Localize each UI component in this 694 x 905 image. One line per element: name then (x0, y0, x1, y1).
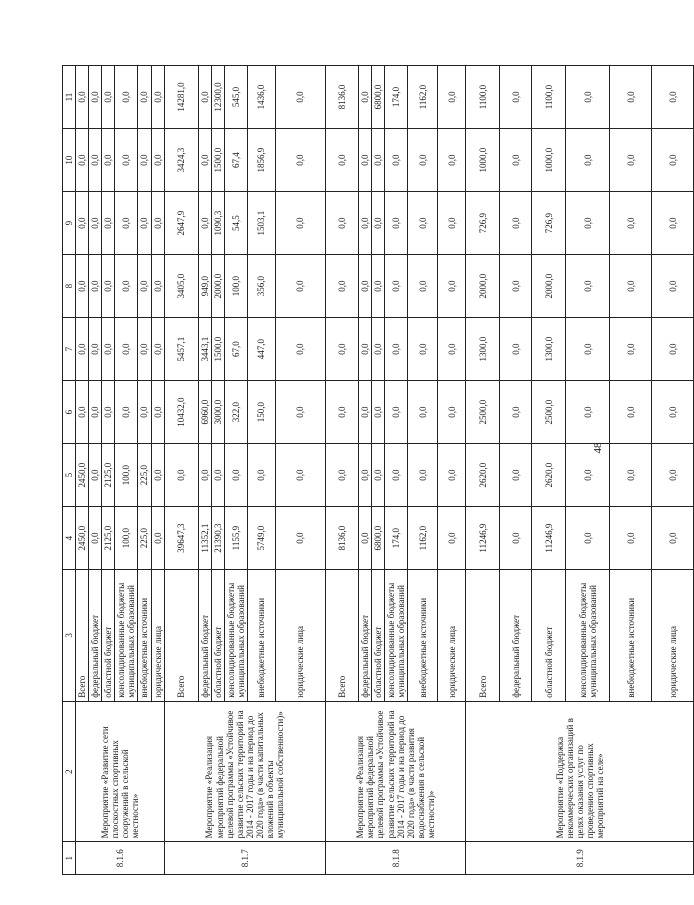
amount-cell: 0,0 (372, 129, 385, 192)
amount-cell: 0,0 (372, 192, 385, 255)
amount-cell: 0,0 (151, 129, 164, 192)
column-header: 10 (63, 129, 76, 192)
funding-source: консолидированные бюджеты муниципальных образований (385, 570, 408, 702)
amount-cell: 2000,0 (211, 255, 224, 318)
amount-cell: 1000,0 (466, 129, 500, 192)
amount-cell: 8136,0 (325, 66, 358, 129)
amount-cell: 0,0 (652, 255, 694, 318)
amount-cell: 0,0 (610, 129, 652, 192)
amount-cell: 1500,0 (211, 318, 224, 381)
amount-cell: 0,0 (151, 381, 164, 444)
amount-cell: 0,0 (372, 444, 385, 507)
amount-cell: 0,0 (358, 129, 371, 192)
amount-cell: 225,0 (138, 444, 151, 507)
amount-cell: 0,0 (385, 129, 408, 192)
amount-cell: 2125,0 (102, 444, 115, 507)
column-header: 8 (63, 255, 76, 318)
amount-cell: 0,0 (566, 192, 610, 255)
amount-cell: 0,0 (438, 129, 466, 192)
amount-cell: 0,0 (566, 66, 610, 129)
table-body (76, 66, 694, 875)
amount-cell: 0,0 (408, 192, 438, 255)
funding-source: Всего (164, 570, 198, 702)
amount-cell: 0,0 (500, 129, 532, 192)
funding-source: внебюджетные источники (138, 570, 151, 702)
amount-cell: 0,0 (652, 318, 694, 381)
amount-cell: 6800,0 (372, 507, 385, 570)
amount-cell: 0,0 (275, 192, 325, 255)
amount-cell: 150,0 (247, 381, 275, 444)
amount-cell: 0,0 (275, 318, 325, 381)
amount-cell: 0,0 (102, 255, 115, 318)
amount-cell: 8136,0 (325, 507, 358, 570)
column-header: 6 (63, 381, 76, 444)
amount-cell: 5749,0 (247, 507, 275, 570)
amount-cell: 1856,9 (247, 129, 275, 192)
funding-source: внебюджетные источники (610, 570, 652, 702)
amount-cell: 2000,0 (532, 255, 566, 318)
amount-cell: 0,0 (151, 255, 164, 318)
amount-cell: 1000,0 (532, 129, 566, 192)
amount-cell: 11246,9 (532, 507, 566, 570)
amount-cell: 0,0 (408, 381, 438, 444)
funding-source: федеральный бюджет (198, 570, 211, 702)
column-header: 2 (63, 701, 76, 842)
funding-source: федеральный бюджет (358, 570, 371, 702)
amount-cell: 0,0 (89, 66, 102, 129)
amount-cell: 0,0 (566, 318, 610, 381)
amount-cell: 0,0 (358, 381, 371, 444)
amount-cell: 0,0 (102, 381, 115, 444)
section-name: Мероприятие «Развитие сети плоскостных спортивных сооружений в сельской местности» (76, 701, 165, 842)
amount-cell: 3000,0 (211, 381, 224, 444)
amount-cell: 0,0 (385, 318, 408, 381)
amount-cell: 0,0 (198, 66, 211, 129)
amount-cell: 100,0 (224, 255, 247, 318)
amount-cell: 0,0 (89, 318, 102, 381)
amount-cell: 0,0 (358, 255, 371, 318)
amount-cell: 0,0 (385, 255, 408, 318)
amount-cell: 67,4 (224, 129, 247, 192)
amount-cell: 0,0 (138, 318, 151, 381)
amount-cell: 21390,3 (211, 507, 224, 570)
funding-source: консолидированные бюджеты муниципальных образований (115, 570, 138, 702)
amount-cell: 0,0 (76, 381, 89, 444)
amount-cell: 0,0 (198, 444, 211, 507)
amount-cell: 0,0 (500, 444, 532, 507)
amount-cell: 6800,0 (372, 66, 385, 129)
funding-source: федеральный бюджет (89, 570, 102, 702)
amount-cell: 2620,0 (532, 444, 566, 507)
amount-cell: 11352,1 (198, 507, 211, 570)
funding-source: Всего (466, 570, 500, 702)
amount-cell: 0,0 (500, 318, 532, 381)
amount-cell: 174,0 (385, 66, 408, 129)
amount-cell: 2500,0 (532, 381, 566, 444)
amount-cell: 0,0 (89, 129, 102, 192)
amount-cell: 0,0 (610, 192, 652, 255)
amount-cell: 0,0 (652, 381, 694, 444)
funding-source: юридические лица (275, 570, 325, 702)
table-row (164, 66, 198, 875)
amount-cell: 0,0 (610, 255, 652, 318)
amount-cell: 0,0 (438, 255, 466, 318)
funding-source: внебюджетные источники (247, 570, 275, 702)
funding-source: областной бюджет (211, 570, 224, 702)
amount-cell: 1162,0 (408, 66, 438, 129)
amount-cell: 0,0 (500, 192, 532, 255)
amount-cell: 0,0 (610, 507, 652, 570)
table-row (325, 66, 358, 875)
column-header: 3 (63, 570, 76, 702)
amount-cell: 0,0 (275, 129, 325, 192)
amount-cell: 0,0 (500, 507, 532, 570)
amount-cell: 0,0 (566, 444, 610, 507)
amount-cell: 0,0 (610, 381, 652, 444)
column-header: 9 (63, 192, 76, 255)
amount-cell: 2620,0 (466, 444, 500, 507)
amount-cell: 0,0 (325, 192, 358, 255)
amount-cell: 0,0 (76, 192, 89, 255)
funding-source: внебюджетные источники (408, 570, 438, 702)
column-header: 1 (63, 842, 76, 875)
amount-cell: 0,0 (115, 381, 138, 444)
amount-cell: 5457,1 (164, 318, 198, 381)
amount-cell: 447,0 (247, 318, 275, 381)
amount-cell: 0,0 (358, 507, 371, 570)
amount-cell: 1500,0 (211, 129, 224, 192)
table-row (466, 66, 500, 875)
budget-table (62, 65, 694, 875)
amount-cell: 2500,0 (466, 381, 500, 444)
amount-cell: 0,0 (610, 66, 652, 129)
amount-cell: 0,0 (138, 255, 151, 318)
amount-cell: 0,0 (610, 444, 652, 507)
amount-cell: 0,0 (247, 444, 275, 507)
amount-cell: 0,0 (198, 192, 211, 255)
amount-cell: 0,0 (385, 381, 408, 444)
amount-cell: 0,0 (358, 66, 371, 129)
amount-cell: 0,0 (151, 318, 164, 381)
amount-cell: 0,0 (385, 192, 408, 255)
page-number: 48 (592, 442, 604, 454)
amount-cell: 39647,3 (164, 507, 198, 570)
amount-cell: 0,0 (438, 507, 466, 570)
amount-cell: 0,0 (115, 318, 138, 381)
funding-source: Всего (325, 570, 358, 702)
amount-cell: 0,0 (652, 66, 694, 129)
header-row (63, 66, 76, 875)
amount-cell: 1162,0 (408, 507, 438, 570)
amount-cell: 0,0 (325, 129, 358, 192)
amount-cell: 0,0 (652, 507, 694, 570)
amount-cell: 2450,0 (76, 444, 89, 507)
amount-cell: 0,0 (89, 192, 102, 255)
funding-source: консолидированные бюджеты муниципальных образований (566, 570, 610, 702)
section-code: 8.1.8 (325, 842, 465, 875)
amount-cell: 726,9 (532, 192, 566, 255)
amount-cell: 0,0 (138, 66, 151, 129)
amount-cell: 100,0 (115, 507, 138, 570)
amount-cell: 174,0 (385, 507, 408, 570)
section-name: Мероприятие «Реализация мероприятий федеральной целевой программы «Устойчивое развитие сельских территорий на 2014 - 2017 годы и на период до 2020 года» (в части развития водоснабжения в сельской местности)» (325, 701, 465, 842)
amount-cell: 0,0 (325, 255, 358, 318)
amount-cell: 3443,1 (198, 318, 211, 381)
amount-cell: 1100,0 (532, 66, 566, 129)
amount-cell: 12300,0 (211, 66, 224, 129)
amount-cell: 1155,9 (224, 507, 247, 570)
amount-cell: 2647,9 (164, 192, 198, 255)
amount-cell: 3424,3 (164, 129, 198, 192)
amount-cell: 0,0 (151, 192, 164, 255)
amount-cell: 0,0 (325, 381, 358, 444)
amount-cell: 0,0 (102, 66, 115, 129)
amount-cell: 0,0 (102, 192, 115, 255)
amount-cell: 2125,0 (102, 507, 115, 570)
amount-cell: 0,0 (115, 192, 138, 255)
amount-cell: 0,0 (76, 318, 89, 381)
amount-cell: 0,0 (151, 444, 164, 507)
funding-source: областной бюджет (532, 570, 566, 702)
amount-cell: 0,0 (652, 192, 694, 255)
amount-cell: 0,0 (438, 192, 466, 255)
section-code: 8.1.7 (164, 842, 325, 875)
amount-cell: 0,0 (408, 318, 438, 381)
amount-cell: 0,0 (358, 192, 371, 255)
amount-cell: 67,0 (224, 318, 247, 381)
amount-cell: 545,0 (224, 66, 247, 129)
section-code: 8.1.6 (76, 842, 165, 875)
amount-cell: 1436,0 (247, 66, 275, 129)
section-name: Мероприятие «Поддержка некоммерческих организаций в целях оказания услуг по проведению спортивных мероприятий на селе» (466, 701, 694, 842)
amount-cell: 11246,9 (466, 507, 500, 570)
amount-cell: 1090,3 (211, 192, 224, 255)
amount-cell: 0,0 (652, 129, 694, 192)
amount-cell: 2000,0 (466, 255, 500, 318)
amount-cell: 0,0 (500, 381, 532, 444)
funding-source: областной бюджет (102, 570, 115, 702)
funding-source: юридические лица (438, 570, 466, 702)
amount-cell: 0,0 (275, 255, 325, 318)
amount-cell: 0,0 (76, 129, 89, 192)
amount-cell: 0,0 (438, 444, 466, 507)
amount-cell: 0,0 (408, 255, 438, 318)
funding-source: Всего (76, 570, 89, 702)
amount-cell: 0,0 (102, 318, 115, 381)
amount-cell: 0,0 (610, 318, 652, 381)
amount-cell: 0,0 (566, 507, 610, 570)
amount-cell: 0,0 (438, 66, 466, 129)
amount-cell: 1300,0 (532, 318, 566, 381)
amount-cell: 10432,0 (164, 381, 198, 444)
column-header: 5 (63, 444, 76, 507)
amount-cell: 0,0 (76, 255, 89, 318)
amount-cell: 726,9 (466, 192, 500, 255)
amount-cell: 1300,0 (466, 318, 500, 381)
amount-cell: 356,0 (247, 255, 275, 318)
section-name: Мероприятие «Реализация мероприятий федеральной целевой программы «Устойчивое развитие сельских территорий на 2014 - 2017 годы и на период до 2020 года» (в части капитальных вложений в объекты муниципальной собственности)» (164, 701, 325, 842)
amount-cell: 0,0 (76, 66, 89, 129)
amount-cell: 0,0 (325, 444, 358, 507)
amount-cell: 54,5 (224, 192, 247, 255)
amount-cell: 0,0 (115, 129, 138, 192)
amount-cell: 0,0 (89, 255, 102, 318)
amount-cell: 0,0 (566, 255, 610, 318)
column-header: 11 (63, 66, 76, 129)
funding-source: федеральный бюджет (500, 570, 532, 702)
amount-cell: 0,0 (358, 318, 371, 381)
amount-cell: 0,0 (138, 381, 151, 444)
amount-cell: 2450,0 (76, 507, 89, 570)
amount-cell: 0,0 (275, 381, 325, 444)
amount-cell: 0,0 (372, 381, 385, 444)
amount-cell: 0,0 (224, 444, 247, 507)
amount-cell: 949,0 (198, 255, 211, 318)
amount-cell: 0,0 (372, 255, 385, 318)
funding-source: областной бюджет (372, 570, 385, 702)
funding-source: юридические лица (151, 570, 164, 702)
amount-cell: 14281,0 (164, 66, 198, 129)
amount-cell: 322,0 (224, 381, 247, 444)
amount-cell: 0,0 (211, 444, 224, 507)
amount-cell: 0,0 (102, 129, 115, 192)
amount-cell: 0,0 (500, 66, 532, 129)
amount-cell: 0,0 (89, 444, 102, 507)
amount-cell: 0,0 (138, 129, 151, 192)
funding-source: консолидированные бюджеты муниципальных образований (224, 570, 247, 702)
column-header: 7 (63, 318, 76, 381)
amount-cell: 0,0 (438, 318, 466, 381)
section-code: 8.1.9 (466, 842, 694, 875)
amount-cell: 0,0 (325, 318, 358, 381)
amount-cell: 0,0 (89, 507, 102, 570)
amount-cell: 0,0 (275, 66, 325, 129)
amount-cell: 0,0 (164, 444, 198, 507)
amount-cell: 0,0 (198, 129, 211, 192)
table-row (76, 66, 89, 875)
column-header: 4 (63, 507, 76, 570)
amount-cell: 0,0 (151, 507, 164, 570)
amount-cell: 0,0 (115, 255, 138, 318)
amount-cell: 0,0 (275, 444, 325, 507)
amount-cell: 0,0 (89, 381, 102, 444)
amount-cell: 0,0 (275, 507, 325, 570)
amount-cell: 0,0 (115, 66, 138, 129)
amount-cell: 6960,0 (198, 381, 211, 444)
amount-cell: 0,0 (385, 444, 408, 507)
amount-cell: 0,0 (372, 318, 385, 381)
amount-cell: 100,0 (115, 444, 138, 507)
amount-cell: 0,0 (438, 381, 466, 444)
amount-cell: 0,0 (358, 444, 371, 507)
funding-source: юридические лица (652, 570, 694, 702)
amount-cell: 0,0 (408, 129, 438, 192)
amount-cell: 3405,0 (164, 255, 198, 318)
amount-cell: 0,0 (652, 444, 694, 507)
amount-cell: 0,0 (566, 381, 610, 444)
amount-cell: 1503,1 (247, 192, 275, 255)
amount-cell: 0,0 (151, 66, 164, 129)
amount-cell: 1100,0 (466, 66, 500, 129)
amount-cell: 0,0 (138, 192, 151, 255)
amount-cell: 0,0 (408, 444, 438, 507)
amount-cell: 225,0 (138, 507, 151, 570)
amount-cell: 0,0 (500, 255, 532, 318)
amount-cell: 0,0 (566, 129, 610, 192)
